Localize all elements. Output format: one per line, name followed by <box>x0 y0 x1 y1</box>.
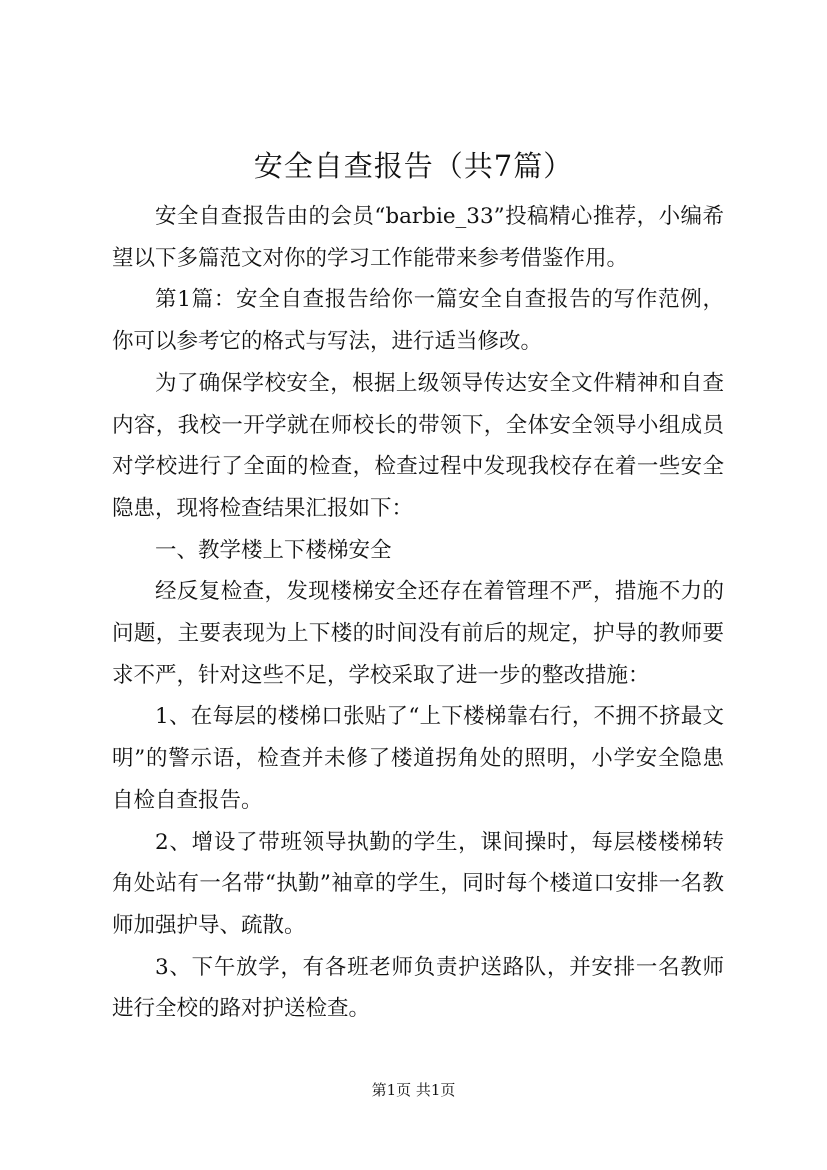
list-item-3: 3、下午放学，有各班老师负责护送路队，并安排一名教师进行全校的路对护送检查。 <box>112 954 724 1022</box>
section-heading-stairs: 一、教学楼上下楼梯安全 <box>155 537 392 563</box>
paragraph-findings: 经反复检查，发现楼梯安全还存在着管理不严，措施不力的问题，主要表现为上下楼的时间没有前后的规定，护导的教师要求不严，针对这些不足，学校采取了进一步的整改措施： <box>112 579 724 688</box>
paragraph-purpose: 为了确保学校安全，根据上级领导传达安全文件精神和自查内容，我校一开学就在师校长的带领下，全体安全领导小组成员对学校进行了全面的检查，检查过程中发现我校存在着一些安全隐患，现将检查结果汇报如下： <box>112 370 724 521</box>
list-item-1: 1、在每层的楼梯口张贴了“上下楼梯靠右行，不拥不挤最文明”的警示语，检查并未修了楼道拐角处的照明，小学安全隐患自检自查报告。 <box>112 704 724 813</box>
paragraph-article-1: 第1篇：安全自查报告给你一篇安全自查报告的写作范例，你可以参考它的格式与写法，进行适当修改。 <box>112 287 724 355</box>
list-item-2: 2、增设了带班领导执勤的学生，课间操时，每层楼楼梯转角处站有一名带“执勤”袖章的学生，同时每个楼道口安排一名教师加强护导、疏散。 <box>112 829 724 938</box>
document-body <box>112 196 724 1030</box>
page-number-footer: 第1页 共1页 <box>371 1081 456 1099</box>
paragraph-intro: 安全自查报告由的会员“barbie_33”投稿精心推荐，小编希望以下多篇范文对你的学习工作能带来参考借鉴作用。 <box>112 204 724 271</box>
document-title: 安全自查报告（共7篇） <box>253 149 574 183</box>
